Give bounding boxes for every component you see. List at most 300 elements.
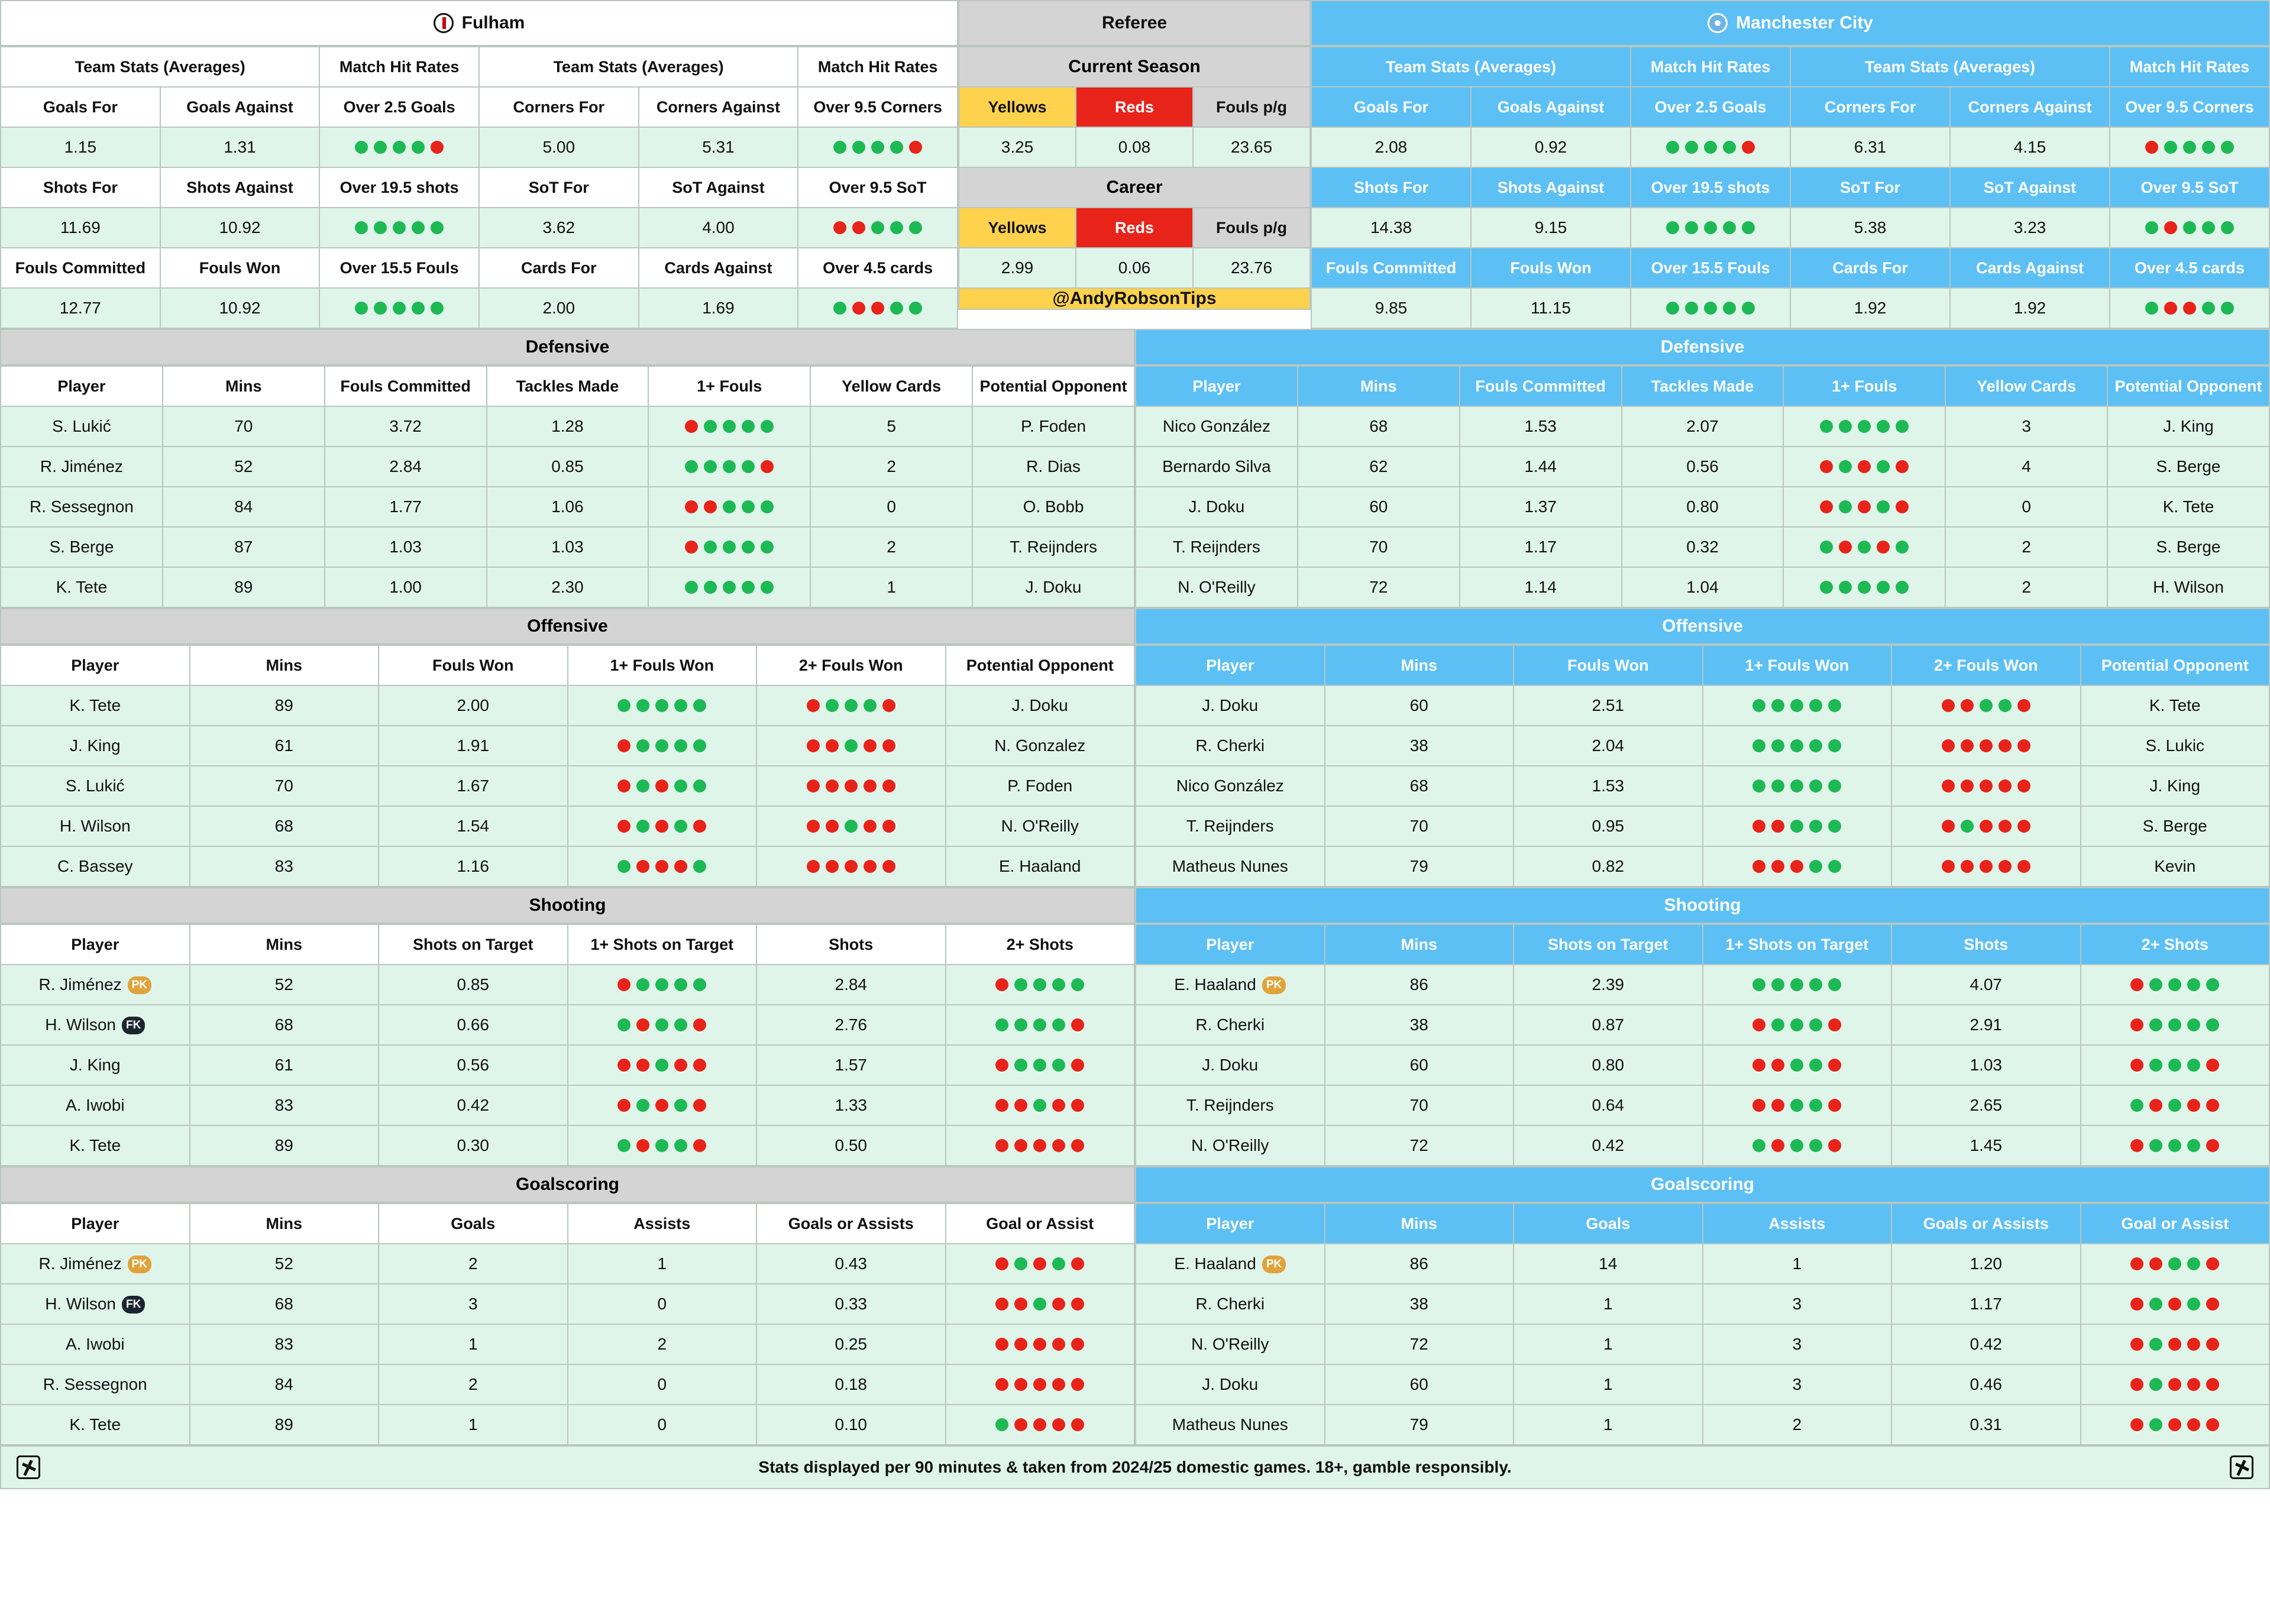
hit-rate-dot (2017, 820, 2030, 833)
cell-value: 0.92 (1534, 138, 1567, 156)
cell-value: 2.07 (1686, 417, 1719, 435)
hit-rate-dot (1771, 739, 1784, 752)
hit-rate-dot (693, 820, 706, 833)
player-name (1136, 806, 1325, 846)
hit-rate-dot (852, 221, 865, 234)
cell-value: 3 (2022, 417, 2031, 435)
column-header: Potential Opponent (2081, 645, 2270, 685)
cell (810, 567, 972, 607)
cell-value: 0.82 (1592, 857, 1624, 875)
column-header: Potential Opponent (946, 645, 1135, 685)
home-goalscoring-table (0, 1203, 1135, 1445)
column-header: Assists (568, 1204, 757, 1244)
cell-value: 1.57 (835, 1056, 867, 1074)
hit-rate-dot (1752, 1018, 1765, 1031)
cell (946, 1364, 1135, 1405)
cell (568, 1364, 757, 1405)
stat-value (1471, 208, 1631, 248)
cell (487, 567, 649, 607)
table-header-row (1, 645, 1134, 685)
cell (946, 1244, 1135, 1284)
cell (972, 567, 1134, 607)
cell-value: 1 (1603, 1375, 1613, 1393)
column-header: Mins (1325, 924, 1514, 965)
hit-rate-dot (723, 420, 736, 433)
cell (379, 1364, 568, 1405)
hit-rate-dot (1752, 860, 1765, 873)
table-header-row (1136, 1204, 2269, 1244)
cell-value: N. O'Reilly (1001, 817, 1079, 835)
hit-rate-dot (1071, 1099, 1084, 1112)
hit-rate-dot (655, 1139, 668, 1152)
stat-value (1, 288, 160, 328)
hit-rate-dot (355, 141, 368, 154)
column-header: Fouls Won (379, 645, 568, 685)
cell-value: 1.77 (389, 497, 422, 516)
cell-value: Bernardo Silva (1162, 457, 1271, 475)
player-name (1, 1085, 190, 1125)
hit-rate-dots (568, 1099, 756, 1112)
hit-rate-dot (1771, 860, 1784, 873)
stats-group-row (1, 47, 958, 87)
cell-value: 79 (1409, 1415, 1428, 1434)
cell-value: 0.66 (457, 1015, 489, 1034)
column-header: Mins (190, 645, 379, 685)
hit-rate-dot (882, 699, 895, 712)
cell-value: 0.46 (1970, 1375, 2002, 1393)
table-row (1136, 1045, 2269, 1085)
hit-rate-dot (2168, 1378, 2181, 1391)
hit-rate-dots (946, 1257, 1134, 1270)
hit-rate-dot (1752, 978, 1765, 991)
cell (946, 1045, 1135, 1085)
cell-value: 0.42 (1970, 1335, 2002, 1353)
cell (946, 726, 1135, 766)
hit-rate-dot (2168, 1018, 2181, 1031)
hit-rate-dot (1685, 221, 1698, 234)
hit-rate-dot (1839, 541, 1852, 554)
cell-value: 0.30 (457, 1136, 489, 1154)
hit-rate-dot (1790, 860, 1803, 873)
hit-rate-dot (833, 221, 846, 234)
table-row (1136, 1005, 2269, 1045)
table-row (1136, 1085, 2269, 1125)
hit-rate-dot (852, 141, 865, 154)
section-offensive (0, 608, 2270, 887)
hit-rate-dot (1771, 1018, 1784, 1031)
cell (568, 1284, 757, 1324)
hit-rate-dot (2130, 1257, 2143, 1270)
hit-rate-dot (1858, 500, 1871, 513)
hit-rate-dot (655, 820, 668, 833)
stat-header: Over 9.5 Corners (798, 87, 958, 127)
hit-rate-dots (2081, 1018, 2269, 1031)
hit-rate-dot (1942, 699, 1955, 712)
cell-value: S. Lukić (52, 417, 111, 435)
hit-rate-dot (1790, 1018, 1803, 1031)
hit-rate-dots (649, 500, 810, 513)
hit-rate-dot (1071, 1338, 1084, 1351)
cell (1703, 1085, 1892, 1125)
hit-rate-dot (742, 581, 755, 594)
referee-current-value: 0.08 (1076, 127, 1193, 167)
hit-rate-dot (2202, 221, 2215, 234)
player-name (1136, 965, 1325, 1005)
away-offensive-block (1135, 608, 2270, 887)
cell-value: R. Jiménez (38, 975, 122, 994)
cell (756, 726, 946, 766)
hit-rate-dot (2187, 1059, 2200, 1072)
hit-rate-dot (636, 860, 649, 873)
cell-value: 14.38 (1370, 218, 1412, 237)
hit-rate-dot (2206, 1018, 2219, 1031)
hit-rate-dot (2164, 221, 2177, 234)
hit-rate-dots (649, 581, 810, 594)
hit-rate-dot (1071, 1418, 1084, 1431)
cell-value: 1.06 (551, 497, 584, 516)
cell (1891, 1405, 2081, 1445)
cell-value: S. Berge (49, 538, 114, 556)
column-header: 2+ Shots (946, 924, 1135, 965)
cell-value: 60 (1409, 1056, 1428, 1074)
cell (2081, 685, 2270, 726)
hit-rate-dot (864, 779, 877, 792)
cell-value: 38 (1409, 736, 1428, 755)
cell-value: 38 (1409, 1295, 1428, 1313)
hit-rate-dot (2206, 1139, 2219, 1152)
cell (756, 766, 946, 806)
table-row (1, 1405, 1134, 1445)
stats-value-row (1, 208, 958, 248)
cell-value: 86 (1409, 1254, 1428, 1273)
cell (1298, 406, 1460, 447)
player-name (1, 726, 190, 766)
stats-header-row (1311, 248, 2269, 288)
cell (1460, 447, 1622, 487)
teams-header (0, 0, 2270, 46)
hit-rate-dot (1942, 820, 1955, 833)
cell (1325, 1324, 1514, 1364)
cell (325, 527, 487, 567)
hit-rate-dot (1790, 1099, 1803, 1112)
cell-value: J. King (2163, 417, 2214, 435)
cell (1622, 447, 1784, 487)
column-header: Mins (1325, 645, 1514, 685)
stat-value (1, 127, 160, 167)
cell-value: 1.91 (457, 736, 489, 755)
hit-rate-dot (2130, 1418, 2143, 1431)
hit-rate-dot (1752, 699, 1765, 712)
hit-rate-dot (1014, 1099, 1027, 1112)
hit-rate-dot (617, 739, 630, 752)
hit-rate-dot (685, 500, 698, 513)
column-header: Player (1136, 1204, 1325, 1244)
stat-value (2110, 208, 2269, 248)
cell (2107, 527, 2269, 567)
stat-header: Shots For (1, 167, 160, 208)
hit-rate-dot (1858, 420, 1871, 433)
hit-rate-dot (2206, 1378, 2219, 1391)
stat-header: Cards Against (639, 248, 798, 288)
hit-rate-dots (1703, 978, 1891, 991)
hit-rate-dot (1980, 820, 1993, 833)
hit-rate-dots (757, 820, 945, 833)
cell (1891, 766, 2081, 806)
cell-value: A. Iwobi (65, 1335, 125, 1353)
hit-rate-dot (1999, 779, 2012, 792)
cell-value: 0.85 (457, 975, 489, 994)
cell-value: 70 (1369, 538, 1388, 556)
cell-value: 1.31 (224, 138, 256, 156)
table-row (1, 1284, 1134, 1324)
cell (946, 1284, 1135, 1324)
hit-rate-dot (1961, 779, 1974, 792)
player-name (1136, 487, 1298, 527)
hit-rate-dot (685, 541, 698, 554)
hit-rate-dots (1892, 820, 2080, 833)
footer (0, 1445, 2270, 1489)
cell (946, 1405, 1135, 1445)
hit-rate-dot (685, 420, 698, 433)
cell (163, 447, 325, 487)
cell (946, 766, 1135, 806)
hit-rate-dot (909, 302, 922, 315)
cell-value: 0.43 (835, 1254, 867, 1273)
cell (190, 846, 379, 887)
cell (1325, 685, 1514, 726)
cell (190, 1405, 379, 1445)
cell-value: 2 (887, 538, 896, 556)
cell-value: 11.69 (60, 218, 101, 237)
table-row (1, 1085, 1134, 1125)
column-header: Player (1, 924, 190, 965)
cell (2081, 1244, 2270, 1284)
hit-rate-dot (1896, 541, 1909, 554)
player-name (1136, 1364, 1325, 1405)
cell (163, 527, 325, 567)
table-row (1, 766, 1134, 806)
cell (568, 726, 757, 766)
hit-rate-dot (1704, 221, 1717, 234)
stat-value (319, 127, 479, 167)
hit-rate-dot (1820, 541, 1833, 554)
cell (1622, 406, 1784, 447)
cell-value: P. Foden (1007, 777, 1073, 795)
hit-rate-dot (1858, 460, 1871, 473)
hit-rate-dot (1839, 500, 1852, 513)
cell (1783, 487, 1945, 527)
cell (1514, 1405, 1703, 1445)
cell-value: J. Doku (1025, 578, 1082, 596)
cell (1514, 1125, 1703, 1166)
cell-value: 83 (274, 857, 293, 875)
hit-rate-dot (704, 420, 717, 433)
hit-rate-dot (807, 699, 820, 712)
hit-rate-dot (1980, 779, 1993, 792)
cell (568, 1045, 757, 1085)
cell (1514, 1005, 1703, 1045)
hit-rate-dot (1809, 1139, 1822, 1152)
cell-value: 0.95 (1592, 817, 1624, 835)
hit-rate-dot (1809, 978, 1822, 991)
column-header: Tackles Made (1622, 366, 1784, 406)
cell-value: 3.62 (542, 218, 575, 237)
hit-rate-dot (1752, 1139, 1765, 1152)
cell-value: R. Cherki (1195, 1295, 1265, 1313)
column-header: Tackles Made (487, 366, 649, 406)
hit-rate-dot (1790, 820, 1803, 833)
cell (1460, 487, 1622, 527)
cell (1891, 806, 2081, 846)
hit-rate-dot (1014, 1257, 1027, 1270)
cell (648, 447, 810, 487)
pk-badge: PK (1262, 976, 1286, 994)
stat-header: Over 15.5 Fouls (1631, 248, 1790, 288)
hit-rate-dot (655, 779, 668, 792)
hit-rate-dot (2206, 1059, 2219, 1072)
cell-value: 60 (1409, 1375, 1428, 1393)
cell (946, 1324, 1135, 1364)
cell (1298, 487, 1460, 527)
player-name (1136, 1045, 1325, 1085)
cell (1891, 1005, 2081, 1045)
cell-value: S. Berge (2142, 817, 2207, 835)
cell-value: J. King (69, 736, 121, 755)
cell (810, 447, 972, 487)
cell-value: 0.42 (457, 1096, 489, 1114)
hit-rate-dot (1820, 581, 1833, 594)
cell-value: 89 (274, 696, 293, 714)
player-name (1136, 1405, 1325, 1445)
hit-rate-dot (742, 500, 755, 513)
cell (1514, 806, 1703, 846)
hit-rate-dots (1703, 820, 1891, 833)
cell-value: 2.04 (1592, 736, 1624, 755)
table-row (1, 487, 1134, 527)
table-row (1, 685, 1134, 726)
table-row (1, 1244, 1134, 1284)
cell (810, 406, 972, 447)
player-name (1, 527, 163, 567)
hit-rate-dot (412, 141, 425, 154)
cell-value: S. Lukić (65, 777, 125, 795)
stat-value (1631, 288, 1790, 328)
hit-rate-dot (2149, 1139, 2162, 1152)
hit-rate-dot (1033, 1099, 1046, 1112)
hit-rate-dot (1809, 860, 1822, 873)
cell (1891, 965, 2081, 1005)
hit-rate-dot (1014, 1378, 1027, 1391)
cell-value: 68 (1369, 417, 1388, 435)
hit-rate-dot (431, 221, 444, 234)
hit-rate-dot (674, 860, 687, 873)
cell (379, 1045, 568, 1085)
player-name (1136, 1244, 1325, 1284)
cell (325, 567, 487, 607)
cell-value: 2 (468, 1254, 478, 1273)
cell-value: 2.76 (835, 1015, 867, 1034)
cell (190, 806, 379, 846)
cell (2081, 1005, 2270, 1045)
group-label: Team Stats (Averages) (479, 47, 798, 87)
hit-rate-dot (852, 302, 865, 315)
column-header: Goal or Assist (946, 1204, 1135, 1244)
cell-value: T. Reijnders (1186, 817, 1274, 835)
hit-rate-dot (1071, 1059, 1084, 1072)
group-label: Match Hit Rates (798, 47, 958, 87)
stats-header-row (1311, 87, 2269, 127)
pk-badge: PK (1262, 1256, 1286, 1273)
stat-value (1471, 127, 1631, 167)
hit-rate-dot (871, 221, 884, 234)
home-goalscoring-block (0, 1166, 1135, 1445)
cell (972, 487, 1134, 527)
hit-rate-dots (1703, 779, 1891, 792)
player-name (1, 1244, 190, 1284)
hit-rate-dots (568, 1018, 756, 1031)
hit-rate-dot (761, 460, 774, 473)
hit-rate-dot (693, 1018, 706, 1031)
table-header-row (1136, 366, 2269, 406)
cell-value: 61 (274, 736, 293, 755)
referee-header: Referee (958, 0, 1311, 46)
hit-rate-dot (2130, 1338, 2143, 1351)
stat-header: Over 2.5 Goals (319, 87, 479, 127)
cell-value: J. Doku (1202, 1375, 1259, 1393)
hit-rate-dot (2206, 1099, 2219, 1112)
cell (1703, 806, 1892, 846)
table-header-row (1136, 924, 2269, 965)
pk-badge: PK (128, 1256, 151, 1273)
group-label: Match Hit Rates (2110, 47, 2269, 87)
hit-rate-dots (946, 1059, 1134, 1072)
cell-value: 2 (468, 1375, 478, 1393)
cell-value: 1.53 (1592, 777, 1624, 795)
hit-rate-dot (2145, 221, 2158, 234)
hit-rate-dot (1704, 302, 1717, 315)
cell-value: S. Berge (2156, 457, 2221, 475)
cell (946, 1005, 1135, 1045)
cell-value: 1.20 (1970, 1254, 2002, 1273)
cell-value: 1.54 (457, 817, 489, 835)
hit-rate-dot (1896, 460, 1909, 473)
stat-value (1311, 208, 1471, 248)
cell-value: 3 (1792, 1335, 1802, 1353)
hit-rate-dot (1980, 739, 1993, 752)
column-header: Fouls Committed (325, 366, 487, 406)
player-name (1, 965, 190, 1005)
cell-value: 3 (1792, 1295, 1802, 1313)
hit-rate-dot (2149, 1298, 2162, 1311)
table-row (1, 447, 1134, 487)
hit-rate-dots (2081, 978, 2269, 991)
column-header: Goal or Assist (2081, 1204, 2270, 1244)
hit-rate-dot (2187, 1018, 2200, 1031)
brand-handle[interactable]: @AndyRobsonTips (959, 288, 1310, 309)
cell (2081, 766, 2270, 806)
stat-header: Shots Against (160, 167, 320, 208)
hit-rate-dot (1052, 1059, 1065, 1072)
hit-rate-dot (704, 541, 717, 554)
hit-rate-dot (1980, 860, 1993, 873)
group-label: Match Hit Rates (1631, 47, 1790, 87)
hit-rate-dots (757, 699, 945, 712)
cell-value: 0.56 (1686, 457, 1719, 475)
hit-rate-dots (1784, 460, 1945, 473)
hit-rate-dot (995, 1418, 1008, 1431)
hit-rate-dot (617, 1099, 630, 1112)
hit-rate-dot (2168, 1298, 2181, 1311)
